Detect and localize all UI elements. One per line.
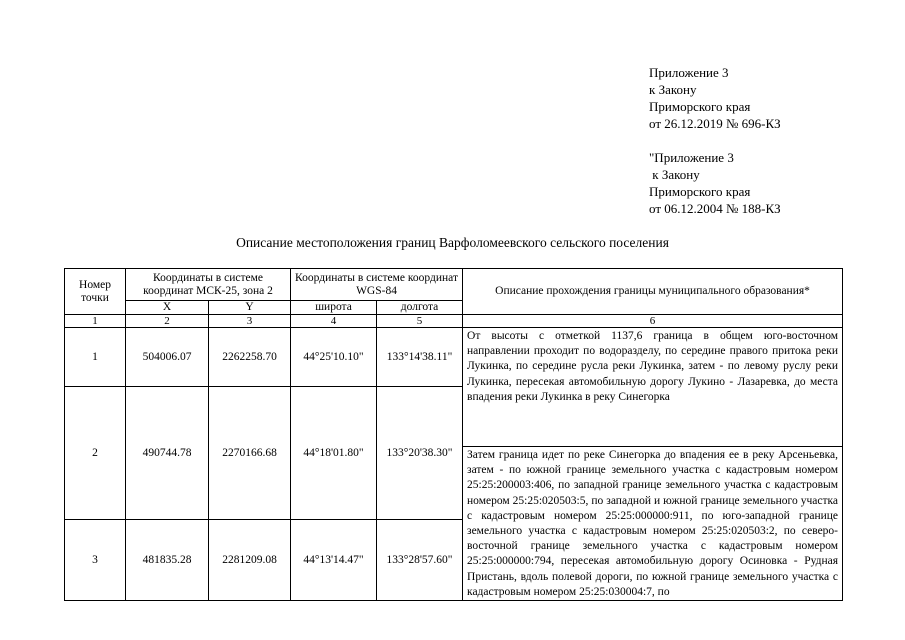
boundary-description: От высоты с отметкой 1137,6 граница в общем юго-восточном направлении проходит по водоразделу, по середине правого притока реки Лукинка, по середине русла реки Лукинка, затем - по левому руслу реки Лукинка, пересекая автомобильную дорогу Лукино - Лазаревка, до места впадения реки Лукинка в реку Синегорка (463, 328, 843, 447)
boundary-description: Затем граница идет по реке Синегорка до впадения ее в реку Арсеньевка, затем - по южной границе земельного участка с кадастровым номером 25:25:200003:406, по западной границе земельного участка с кадастровым номером 25:25:020503:5, по западной и южной границе земельного участка с кадастровым номером 25:25:000000:911, по юго-западной границе земельного участка с кадастровым номером 25:25:020503:2, по северо-восточной границе земельного участка с кадастровым номером 25:25:000000:794, пересекая автомобильную дорогу Осиновка - Рудная Пристань, вдоль полевой дороги, по южной границе земельного участка с кадастровым номером 25:25:030004:7, по (463, 447, 843, 601)
point-number: 3 (65, 519, 126, 600)
header-line: Приморского края (649, 99, 751, 114)
header-line: Приложение 3 (649, 65, 729, 80)
coord-y: 2281209.08 (209, 519, 291, 600)
column-number: 5 (377, 315, 463, 328)
coord-x: 481835.28 (126, 519, 209, 600)
law-reference-header (649, 64, 781, 217)
header-line: от 06.12.2004 № 188-КЗ (649, 201, 781, 216)
header-line: "Приложение 3 (649, 150, 734, 165)
header-line: от 26.12.2019 № 696-КЗ (649, 116, 781, 131)
header-y: Y (209, 301, 291, 315)
column-number: 4 (291, 315, 377, 328)
header-line: к Закону (649, 167, 700, 182)
column-number: 1 (65, 315, 126, 328)
header-msk-group: Координаты в системе координат МСК-25, зона 2 (126, 269, 291, 301)
coord-longitude: 133°14'38.11" (377, 328, 463, 387)
header-description: Описание прохождения границы муниципального образования* (463, 269, 843, 315)
header-longitude: долгота (377, 301, 463, 315)
header-x: X (126, 301, 209, 315)
column-number: 2 (126, 315, 209, 328)
coord-y: 2262258.70 (209, 328, 291, 387)
header-wgs-group: Координаты в системе координат WGS-84 (291, 269, 463, 301)
coord-y: 2270166.68 (209, 387, 291, 520)
header-line: Приморского края (649, 184, 751, 199)
table-row (65, 328, 843, 387)
column-number: 3 (209, 315, 291, 328)
point-number: 2 (65, 387, 126, 520)
column-number: 6 (463, 315, 843, 328)
column-number-row (65, 315, 843, 328)
header-latitude: широта (291, 301, 377, 315)
coord-x: 490744.78 (126, 387, 209, 520)
coord-longitude: 133°28'57.60" (377, 519, 463, 600)
point-number: 1 (65, 328, 126, 387)
document-title: Описание местоположения границ Варфоломеевского сельского поселения (236, 235, 669, 250)
header-line: к Закону (649, 82, 697, 97)
coord-latitude: 44°13'14.47" (291, 519, 377, 600)
coord-x: 504006.07 (126, 328, 209, 387)
header-point-number: Номер точки (65, 269, 126, 315)
header-spacer (649, 132, 781, 149)
coord-latitude: 44°18'01.80" (291, 387, 377, 520)
coord-latitude: 44°25'10.10" (291, 328, 377, 387)
boundary-coordinates-table (64, 268, 843, 601)
coord-longitude: 133°20'38.30" (377, 387, 463, 520)
